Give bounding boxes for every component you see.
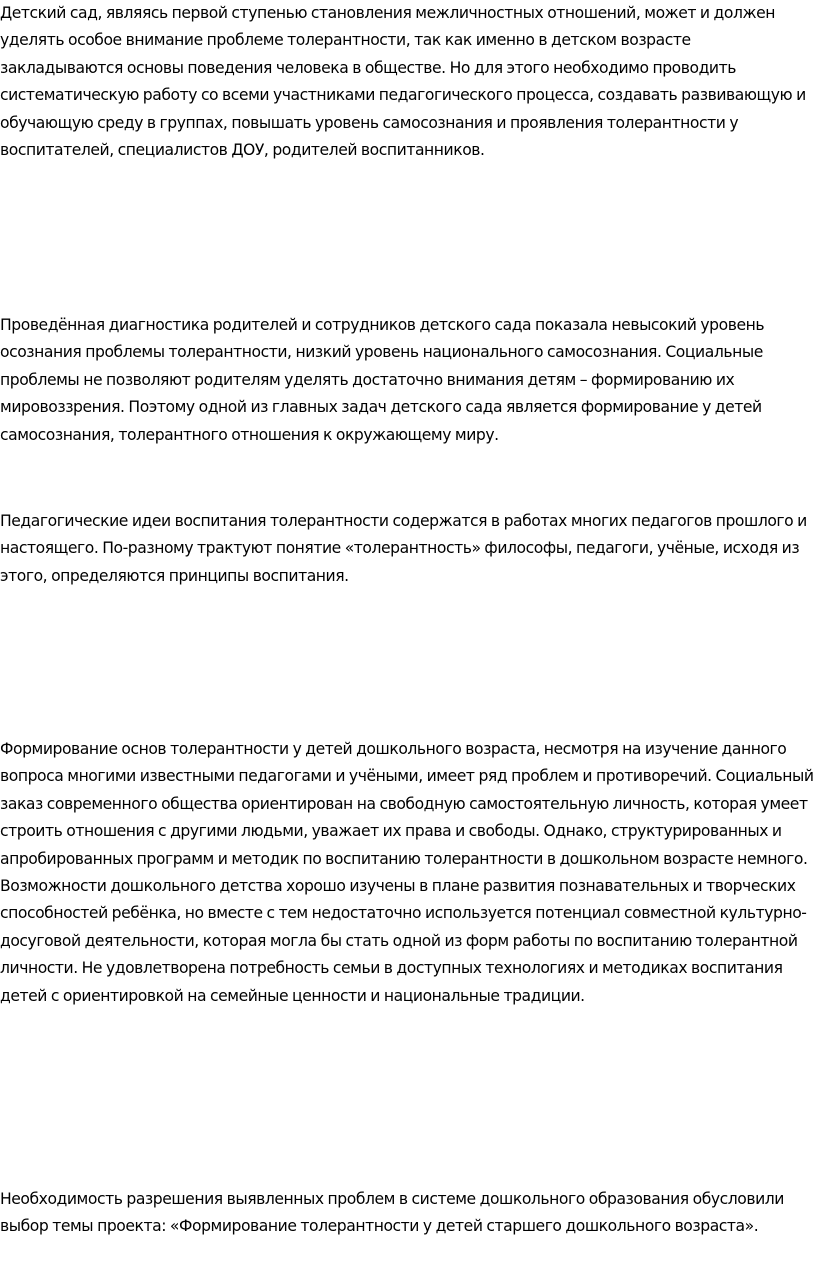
- paragraph-pedagogical-ideas: Педагогические идеи воспитания толерантности содержатся в работах многих педагогов прошлого и настоящего. По-разному трактуют понятие «толерантность» философы, педагоги, учёные, исходя из этого, определяются принципы воспитания.: [0, 512, 807, 585]
- paragraph-diagnostics: Проведённая диагностика родителей и сотрудников детского сада показала невысокий уровень осознания проблемы толерантности, низкий уровень национального самосознания. Социальные проблемы не позволяют родителям уделять достаточно внимания детям – формированию их мировоззрения. Поэтому одной из главных задач детского сада является формирование у детей самосознания, толерантного отношения к окружающему миру.: [0, 316, 765, 444]
- paragraph-problems: Формирование основ толерантности у детей дошкольного возраста, несмотря на изучение данного вопроса многими известными педагогами и учёными, имеет ряд проблем и противоречий. Социальный заказ современного общества ориентирован на свободную самостоятельную личность, которая умеет строить отношения с другими людьми, уважает их права и свободы. Однако, структурированных и апробированных программ и методик по воспитанию толерантности в дошкольном возрасте немного. Возможности дошкольного детства хорошо изучены в плане развития познавательных и творческих способностей ребёнка, но вместе с тем недостаточно используется потенциал совместной культурно-досуговой деятельности, которая могла бы стать одной из форм работы по воспитанию толерантной личности. Не удовлетворена потребность семьи в доступных технологиях и методиках воспитания детей с ориентировкой на семейные ценности и национальные традиции.: [0, 740, 814, 1005]
- paragraph-project-topic: Необходимость разрешения выявленных проблем в системе дошкольного образования обусловили выбор темы проекта: «Формирование толерантности у детей старшего дошкольного возраста».: [0, 1190, 784, 1236]
- paragraph-intro: Детский сад, являясь первой ступенью становления межличностных отношений, может и должен уделять особое внимание проблеме толерантности, так как именно в детском возрасте закладываются основы поведения человека в обществе. Но для этого необходимо проводить систематическую работу со всеми участниками педагогического процесса, создавать развивающую и обучающую среду в группах, повышать уровень самосознания и проявления толерантности у воспитателей, специалистов ДОУ, родителей воспитанников.: [0, 4, 806, 160]
